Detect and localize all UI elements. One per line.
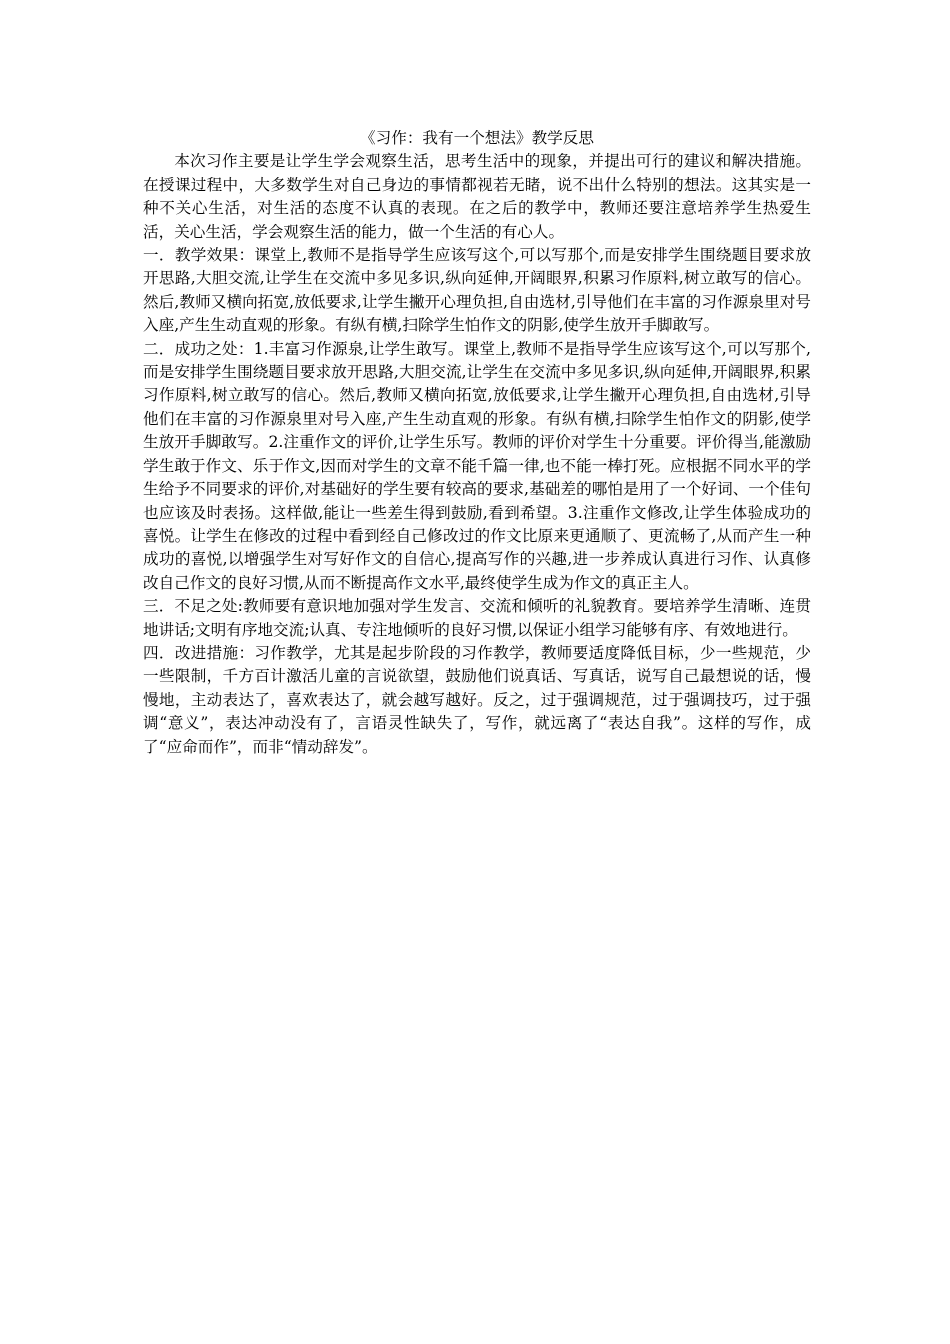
section-shortcomings: 三．不足之处:教师要有意识地加强对学生发言、交流和倾听的礼貌教育。要培养学生清晰、连贯地讲话;文明有序地交流;认真、专注地倾听的良好习惯,以保证小组学习能够有序、有效地进行。 — [143, 597, 811, 639]
document-page — [143, 127, 811, 759]
section-teaching-effect: 一．教学效果：课堂上,教师不是指导学生应该写这个,可以写那个,而是安排学生围绕题目要求放开思路,大胆交流,让学生在交流中多见多识,纵向延伸,开阔眼界,积累习作原料,树立敢写的信心。然后,教师又横向拓宽,放低要求,让学生撇开心理负担,自由选材,引导他们在丰富的习作源泉里对号入座,产生生动直观的形象。有纵有横,扫除学生怕作文的阴影,使学生放开手脚敢写。 — [143, 246, 811, 335]
section-successes: 二．成功之处：1.丰富习作源泉,让学生敢写。课堂上,教师不是指导学生应该写这个,可以写那个,而是安排学生围绕题目要求放开思路,大胆交流,让学生在交流中多见多识,纵向延伸,开阔眼界,积累习作原料,树立敢写的信心。然后,教师又横向拓宽,放低要求,让学生撇开心理负担,自由选材,引导他们在丰富的习作源泉里对号入座,产生生动直观的形象。有纵有横,扫除学生怕作文的阴影,使学生放开手脚敢写。2.注重作文的评价,让学生乐写。教师的评价对学生十分重要。评价得当,能激励学生敢于作文、乐于作文,因而对学生的文章不能千篇一律,也不能一棒打死。应根据不同水平的学生给予不同要求的评价,对基础好的学生要有较高的要求,基础差的哪怕是用了一个好词、一个佳句也应该及时表扬。这样做,能让一些差生得到鼓励,看到希望。3.注重作文修改,让学生体验成功的喜悦。让学生在修改的过程中看到经自己修改过的作文比原来更通顺了、更流畅了,从而产生一种成功的喜悦,以增强学生对写好作文的自信心,提高写作的兴趣,进一步养成认真进行习作、认真修改自己作文的良好习惯,从而不断提高作文水平,最终使学生成为作文的真正主人。 — [143, 339, 811, 592]
section-improvements: 四．改进措施：习作教学，尤其是起步阶段的习作教学，教师要适度降低目标，少一些规范，少一些限制，千方百计激活儿童的言说欲望，鼓励他们说真话、写真话，说写自己最想说的话，慢慢地，主动表达了，喜欢表达了，就会越写越好。反之，过于强调规范，过于强调技巧，过于强调“意义”，表达冲动没有了，言语灵性缺失了，写作，就远离了“表达自我”。这样的写作，成了“应命而作”，而非“情动辞发”。 — [143, 643, 811, 756]
intro-paragraph: 本次习作主要是让学生学会观察生活，思考生活中的现象，并提出可行的建议和解决措施。在授课过程中，大多数学生对自己身边的事情都视若无睹，说不出什么特别的想法。这其实是一种不关心生活，对生活的态度不认真的表现。在之后的教学中，教师还要注意培养学生热爱生活，关心生活，学会观察生活的能力，做一个生活的有心人。 — [143, 152, 811, 241]
document-title: 《习作：我有一个想法》教学反思 — [360, 129, 594, 147]
